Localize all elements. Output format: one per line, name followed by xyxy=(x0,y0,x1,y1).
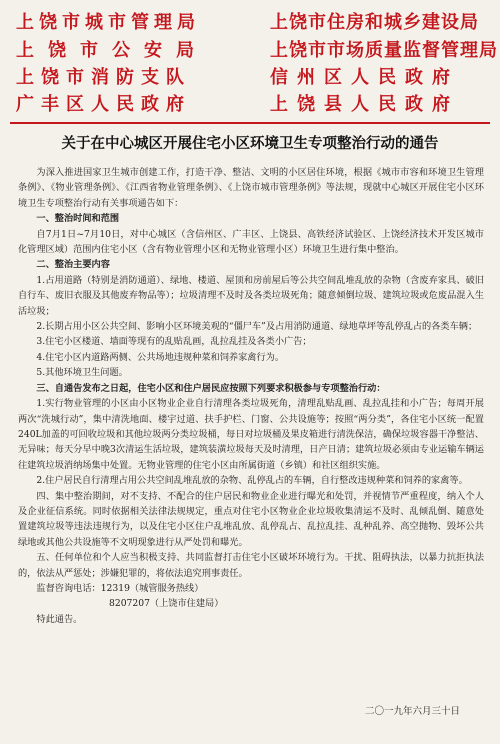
contact-phone-primary: 监督咨询电话：12319（城管服务热线） xyxy=(36,582,204,594)
issue-date: 二〇一九年六月三十日 xyxy=(364,706,460,717)
authority-left: 广丰区人民政府 xyxy=(16,94,191,115)
authority-right: 上饶县人民政府 xyxy=(270,94,459,115)
authority-right: 上饶市住房和城乡建设局 xyxy=(270,12,479,33)
authority-left: 上饶市公安局 xyxy=(16,40,208,61)
issuing-authorities-header xyxy=(0,0,500,120)
list-item: 4.住宅小区内道路两侧、公共场地违规种菜和饲养家禽行为。 xyxy=(36,351,285,363)
section-paragraph: 四、集中整治期间，对不支持、不配合的住户居民和物业企业进行曝光和处罚，并视情节严重程度，纳入个人及企业征信系统。同时依据相关法律法规规定，重点对住宅小区物业企业垃圾收集清运不及时、乱倾乱倒、随意处置建筑垃圾等违法违规行为，以及住宅小区住户乱堆乱放、乱停乱占、乱拉乱挂、乱种乱养、高空抛物、毁坏公共绿地或其他公共设施等不文明现象进行从严处罚和曝光。 xyxy=(18,490,484,548)
header-row xyxy=(0,36,500,62)
list-item: 2.长期占用小区公共空间、影响小区环境美观的“僵尸车”及占用消防通道、绿地草坪等乱停乱占的各类车辆； xyxy=(36,321,478,333)
red-divider-line xyxy=(10,122,490,124)
authority-left: 上饶市消防支队 xyxy=(16,67,191,88)
notice-body xyxy=(18,165,484,627)
header-row xyxy=(0,90,500,116)
section-heading: 三、自通告发布之日起，住宅小区和住户居民应按照下列要求积极参与专项整治行动： xyxy=(36,382,386,394)
authority-right: 上饶市市场质量监督管理局 xyxy=(270,40,498,61)
list-item: 1.实行物业管理的小区由小区物业企业自行清理各类垃圾死角，清理乱贴乱画、乱拉乱挂和小广告；每周开展两次“洗城行动”，集中清洗地面、楼宇过道、扶手护栏、门窗、公共设施等；按照“两分类”，各住宅小区统一配置240L加盖的可回收垃圾和其他垃圾两分类垃圾桶，每日对垃圾桶及果皮箱进行清洗保洁，确保垃圾容器干净整洁、无异味；每天分早中晚3次清运生活垃圾，建筑装潢垃圾每天及时清理，日产日清；建筑垃圾必须由专业运输车辆运往建筑垃圾消纳场集中处置。无物业管理的住宅小区由所属街道（乡镇）和社区组织实施。 xyxy=(18,398,484,471)
contact-phone-secondary: 8207207（上饶市住建局） xyxy=(109,598,224,610)
list-item: 5.其他环境卫生问题。 xyxy=(36,367,128,379)
section-heading: 二、整治主要内容 xyxy=(36,259,110,271)
notice-title: 关于在中心城区开展住宅小区环境卫生专项整治行动的通告 xyxy=(61,135,439,152)
closing-line: 特此通告。 xyxy=(36,613,83,625)
section-paragraph: 五、任何单位和个人应当积极支持、共同监督打击住宅小区破坏环境行为。干扰、阻碍执法，以暴力抗拒执法的，依法从严惩处；涉嫌犯罪的，将依法追究刑事责任。 xyxy=(18,552,484,579)
header-row xyxy=(0,63,500,89)
list-item: 1.占用道路（特别是消防通道）、绿地、楼道、屋顶和房前屋后等公共空间乱堆乱放的杂物（含废弃家具、破旧自行车、废旧衣服及其他废弃物品等）；垃圾清理不及时及各类垃圾死角；随意倾倒垃圾、建筑垃圾或危废品混入生活垃圾； xyxy=(18,274,484,317)
section-paragraph: 自7月1日~7月10日，对中心城区（含信州区、广丰区、上饶县、高铁经济试验区、上饶经济技术开发区城市化管理区域）范围内住宅小区（含有物业管理小区和无物业管理小区）环境卫生进行集中整治。 xyxy=(18,228,484,256)
list-item: 2.住户居民自行清理占用公共空间乱堆乱放的杂物、乱停乱占的车辆，自行整改违规种菜和饲养的家禽等。 xyxy=(36,475,468,487)
list-item: 3.住宅小区楼道、墙面等现有的乱贴乱画，乱拉乱挂及各类小广告； xyxy=(36,336,312,348)
intro-paragraph: 为深入推进国家卫生城市创建工作，打造干净、整洁、文明的小区居住环境，根据《城市市容和环境卫生管理条例》、《物业管理条例》、《江西省物业管理条例》、《上饶市城市管理条例》等法规，现就中心城区开展住宅小区环境卫生专项整治行动有关事项通告如下： xyxy=(18,167,484,209)
authority-left: 上饶市城市管理局 xyxy=(16,12,200,33)
authority-right: 信州区人民政府 xyxy=(270,67,459,88)
header-row xyxy=(0,8,500,34)
section-heading: 一、整治时间和范围 xyxy=(36,213,120,225)
